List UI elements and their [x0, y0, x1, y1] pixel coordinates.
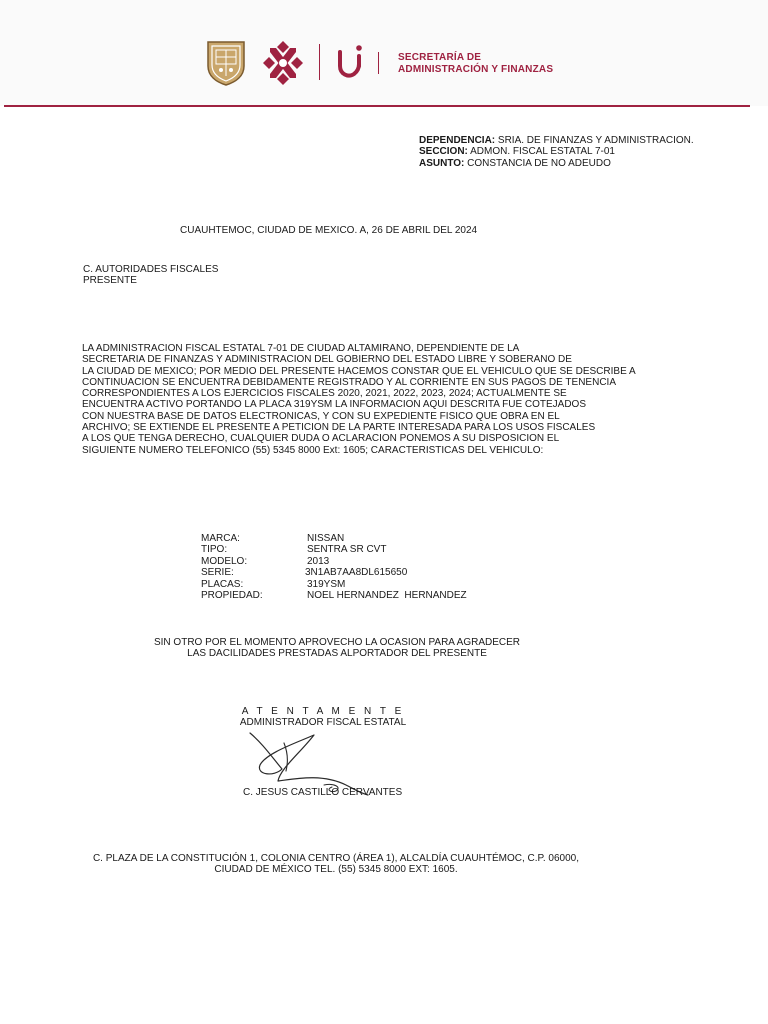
spec-value: NOEL HERNANDEZ HERNANDEZ	[307, 589, 467, 601]
institution-line1: SECRETARÍA DE	[398, 52, 482, 63]
closing-line1: SIN OTRO POR EL MOMENTO APROVECHO LA OCASION PARA AGRADECER	[153, 637, 520, 648]
institution-line2: ADMINISTRACIÓN Y FINANZAS	[398, 64, 554, 75]
body-paragraph	[82, 343, 636, 456]
signer-name: C. JESUS CASTILLO CERVANTES	[243, 787, 403, 798]
spec-value: NISSAN	[307, 533, 345, 544]
cdmx-emblem-icon	[260, 38, 306, 88]
spec-label: TIPO:	[201, 544, 228, 556]
institution-name	[398, 52, 553, 76]
spec-label: PLACAS:	[201, 578, 244, 590]
addressee	[83, 264, 218, 287]
signer-position: ADMINISTRADOR FISCAL ESTATAL	[239, 717, 407, 729]
dependencia-label: DEPENDENCIA:	[419, 135, 496, 146]
spec-value: 3N1AB7AA8DL615650	[305, 567, 408, 579]
addressee-line1: C. AUTORIDADES FISCALES	[83, 264, 219, 275]
signature-header	[0, 706, 646, 729]
spec-label: PROPIEDAD:	[201, 589, 263, 601]
spec-value: SENTRA SR CVT	[307, 544, 387, 556]
spec-label: MODELO:	[201, 555, 248, 567]
uj-logo-icon	[334, 42, 366, 82]
asunto-label: ASUNTO:	[419, 157, 465, 169]
spec-label: SERIE:	[201, 567, 234, 579]
letterhead	[0, 0, 768, 106]
body-line: A LOS QUE TENGA DERECHO, CUALQUIER DUDA O ACLARACION PONEMOS A SU DISPOSICION EL	[82, 433, 560, 445]
seccion-label: SECCION:	[419, 146, 468, 158]
salutation: A T E N T A M E N T E	[241, 706, 405, 717]
asunto-row	[419, 158, 694, 169]
body-line: CON NUESTRA BASE DE DATOS ELECTRONICAS, Y CON SU EXPEDIENTE FISICO QUE OBRA EN EL	[82, 410, 560, 422]
seccion-value: ADMON. FISCAL ESTATAL 7-01	[470, 146, 615, 158]
closing-line2: LAS DACILIDADES PRESTADAS ALPORTADOR DEL PRESENTE	[187, 648, 487, 660]
dependencia-value: SRIA. DE FINANZAS Y ADMINISTRACION.	[497, 135, 694, 146]
footer-address	[0, 853, 672, 876]
spec-label: MARCA:	[201, 533, 240, 544]
footer-line1: C. PLAZA DE LA CONSTITUCIÓN 1, COLONIA CENTRO (ÁREA 1), ALCALDÍA CUAUHTÉMOC, C.P. 06000,	[92, 853, 580, 864]
spec-value: 319YSM	[307, 578, 346, 590]
header-divider	[319, 44, 320, 80]
date-line: CUAUHTEMOC, CIUDAD DE MEXICO. A, 26 DE ABRIL DEL 2024	[180, 225, 478, 236]
body-line: LA CIUDAD DE MEXICO; POR MEDIO DEL PRESENTE HACEMOS CONSTAR QUE EL VEHICULO QUE SE DESCRIBE A	[82, 365, 636, 377]
header-rule	[4, 105, 750, 107]
body-line: CONTINUACION SE ENCUENTRA DEBIDAMENTE REGISTRADO Y AL CORRIENTE EN SUS PAGOS DE TENENCIA	[82, 376, 616, 388]
body-line: SIGUIENTE NUMERO TELEFONICO (55) 5345 8000 Ext: 1605; CARACTERISTICAS DEL VEHICULO:	[82, 444, 544, 456]
closing-paragraph	[0, 637, 674, 660]
document-meta	[419, 135, 694, 169]
body-line: ARCHIVO; SE EXTIENDE EL PRESENTE A PETICION DE LA PARTE INTERESADA PARA LOS USOS FISCALES	[82, 422, 596, 434]
coat-of-arms-icon	[206, 40, 246, 86]
addressee-line2: PRESENTE	[83, 275, 137, 287]
footer-line2: CIUDAD DE MÉXICO TEL. (55) 5345 8000 EXT: 1605.	[214, 864, 458, 876]
asunto-value: CONSTANCIA DE NO ADEUDO	[467, 157, 611, 169]
body-line: ENCUENTRA ACTIVO PORTANDO LA PLACA 319YSM LA INFORMACION AQUI DESCRITA FUE COTEJADOS	[82, 399, 587, 411]
body-line: LA ADMINISTRACION FISCAL ESTATAL 7-01 DE CIUDAD ALTAMIRANO, DEPENDIENTE DE LA	[82, 343, 520, 354]
seccion-row	[419, 146, 694, 157]
body-line: SECRETARIA DE FINANZAS Y ADMINISTRACION DEL GOBIERNO DEL ESTADO LIBRE Y SOBERANO DE	[82, 354, 572, 366]
dependencia-row	[419, 135, 694, 146]
header-divider	[378, 52, 379, 74]
spec-value: 2013	[307, 555, 330, 567]
body-line: CORRESPONDIENTES A LOS EJERCICIOS FISCALES 2020, 2021, 2022, 2023, 2024; ACTUALMENTE SE	[82, 388, 567, 400]
